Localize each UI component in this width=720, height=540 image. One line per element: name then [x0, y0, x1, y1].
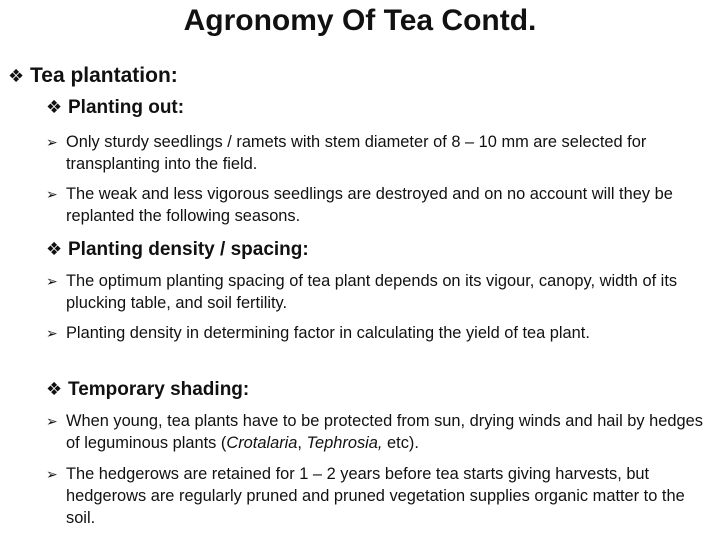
species-name: Tephrosia,: [306, 434, 383, 452]
arrow-bullet-icon: ➢: [46, 325, 58, 341]
list-item: [46, 463, 710, 529]
subsection-heading: [46, 376, 249, 403]
arrow-bullet-icon: ➢: [46, 186, 58, 202]
diamond-bullet-icon: ❖: [46, 239, 63, 259]
list-item-text: [66, 412, 703, 452]
arrow-bullet-icon: ➢: [46, 466, 58, 482]
text-segment: When young, tea plants have to be protected from sun, drying winds and hail by hedges of leguminous plants (: [66, 412, 703, 452]
section-label: Tea plantation:: [30, 64, 178, 87]
list-item: [46, 183, 710, 227]
text-segment: ,: [297, 434, 307, 452]
arrow-bullet-icon: ➢: [46, 413, 58, 429]
diamond-bullet-icon: ❖: [8, 66, 25, 86]
list-item: [46, 270, 710, 314]
page-title: Agronomy Of Tea Contd.: [183, 4, 537, 37]
list-item-text: The optimum planting spacing of tea plant depends on its vigour, canopy, width of its plucking table, and soil fertility.: [66, 272, 678, 312]
subsection-label: Planting out:: [68, 97, 185, 118]
list-item-text: Planting density in determining factor in calculating the yield of tea plant.: [66, 324, 590, 342]
section-heading: [8, 62, 178, 90]
diamond-bullet-icon: ❖: [46, 379, 63, 399]
list-item: [46, 322, 710, 344]
subsection-heading: [46, 236, 309, 263]
subsection-label: Planting density / spacing:: [68, 239, 309, 260]
list-item: [46, 410, 710, 454]
subsection-heading: [46, 94, 184, 121]
species-name: Crotalaria: [226, 434, 298, 452]
list-item-text: The hedgerows are retained for 1 – 2 years before tea starts giving harvests, but hedgerows are regularly pruned and pruned vegetation supplies organic matter to the soil.: [66, 465, 685, 527]
list-item-text: Only sturdy seedlings / ramets with stem diameter of 8 – 10 mm are selected for transplanting into the field.: [66, 133, 647, 173]
list-item-text: The weak and less vigorous seedlings are destroyed and on no account will they be replanted the following seasons.: [66, 185, 673, 225]
arrow-bullet-icon: ➢: [46, 134, 58, 150]
list-item: [46, 131, 710, 175]
diamond-bullet-icon: ❖: [46, 97, 63, 117]
arrow-bullet-icon: ➢: [46, 273, 58, 289]
subsection-label: Temporary shading:: [68, 379, 250, 400]
text-segment: etc).: [382, 434, 419, 452]
